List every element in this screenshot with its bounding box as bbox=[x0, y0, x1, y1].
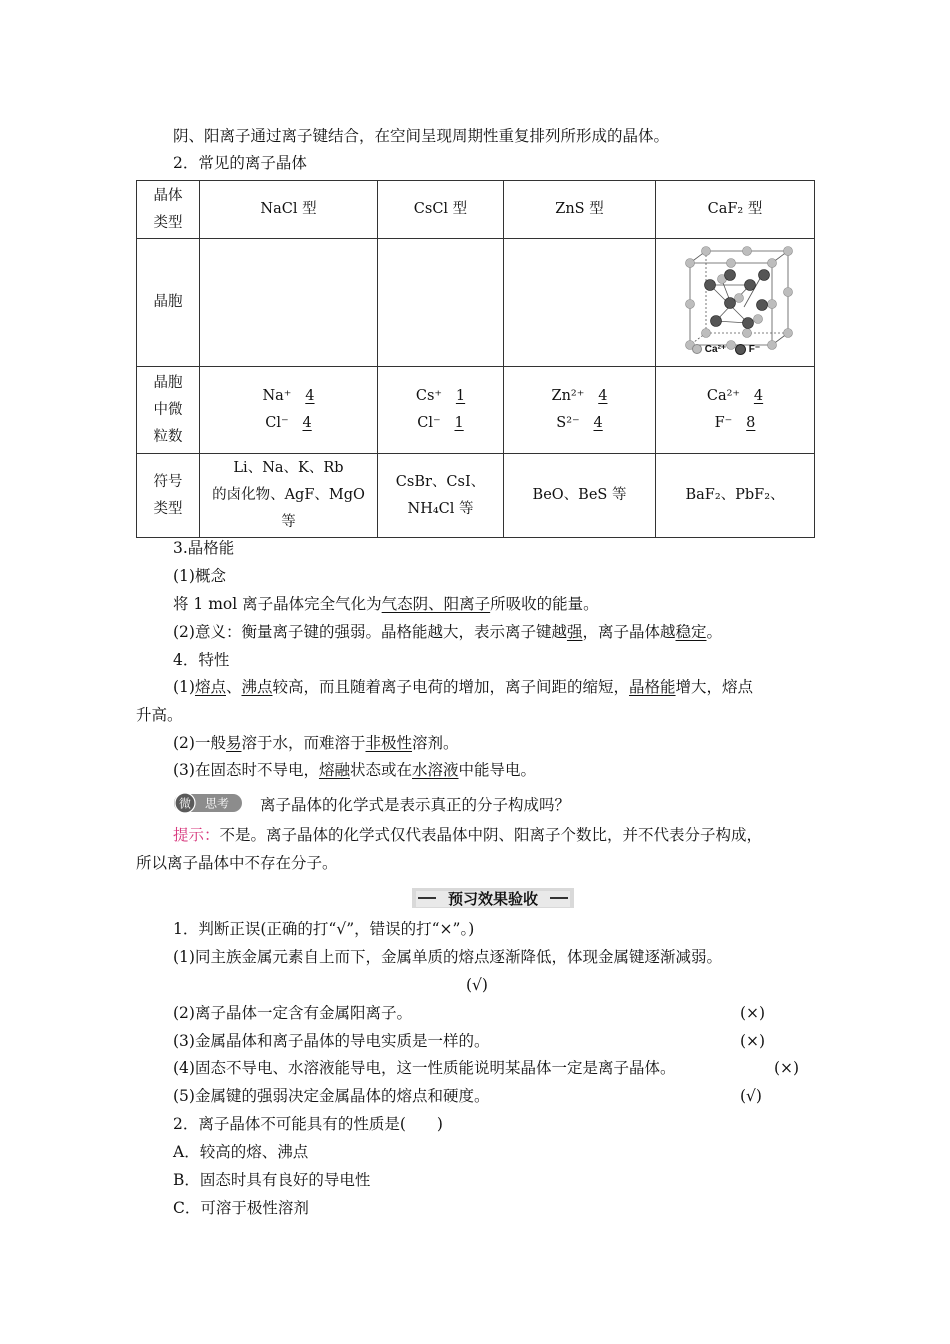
quiz-item-3-mark: (×) bbox=[740, 1032, 766, 1050]
caf2-examples: BaF₂、PbF₂、 bbox=[656, 454, 815, 538]
meaning-text: (2)意义：衡量离子键的强弱。晶格能越大，表示离子键越强，离子晶体越稳定。 bbox=[173, 623, 723, 641]
cscl-cell-image bbox=[378, 239, 504, 367]
section-title-banner bbox=[412, 884, 574, 912]
hint-line-2: 所以离子晶体中不存在分子。 bbox=[136, 854, 338, 872]
think-tag-icon bbox=[173, 792, 243, 814]
svg-text:预习效果验收: 预习效果验收 bbox=[447, 890, 539, 908]
row-symbol-type bbox=[137, 454, 815, 538]
row-particle-count bbox=[137, 367, 815, 454]
caf2-cell-image bbox=[656, 239, 815, 367]
quiz-q2: 2．离子晶体不可能具有的性质是( ) bbox=[173, 1115, 443, 1133]
quiz-item-4: (4)固态不导电、水溶液能导电，这一性质能说明某晶体一定是离子晶体。 bbox=[173, 1059, 676, 1077]
legend-ca-label: Ca²⁺ bbox=[704, 344, 727, 355]
col-nacl-name: NaCl 型 bbox=[200, 181, 378, 239]
prop-1-cont: 升高。 bbox=[136, 706, 183, 724]
think-question: 离子晶体的化学式是表示真正的分子构成吗？ bbox=[260, 796, 571, 814]
concept-label: (1)概念 bbox=[173, 567, 226, 585]
col-cscl-name: CsCl 型 bbox=[378, 181, 504, 239]
zns-examples: BeO、BeS 等 bbox=[504, 454, 656, 538]
prop-1: (1)熔点、沸点较高，而且随着离子电荷的增加，离子间距的缩短，晶格能增大，熔点 bbox=[173, 678, 754, 696]
quiz-item-3: (3)金属晶体和离子晶体的导电实质是一样的。 bbox=[173, 1032, 490, 1050]
svg-text:思考: 思考 bbox=[204, 796, 230, 811]
quiz-item-1: (1)同主族金属元素自上而下，金属单质的熔点逐渐降低，体现金属键逐渐减弱。 bbox=[173, 948, 722, 966]
quiz-item-5-mark: (√) bbox=[740, 1087, 762, 1105]
quiz-item-2: (2)离子晶体一定含有金属阳离子。 bbox=[173, 1004, 412, 1022]
quiz-item-2-mark: (×) bbox=[740, 1004, 766, 1022]
nacl-count: Na⁺ 4 Cl⁻ 4 bbox=[200, 367, 378, 454]
f-ion-icon bbox=[735, 344, 746, 355]
quiz-item-5: (5)金属键的强弱决定金属晶体的熔点和硬度。 bbox=[173, 1087, 490, 1105]
props-title: 4．特性 bbox=[173, 651, 230, 669]
quiz-option-b: B．固态时具有良好的导电性 bbox=[173, 1171, 371, 1189]
quiz-item-4-mark: (×) bbox=[774, 1059, 800, 1077]
col-zns-name: ZnS 型 bbox=[504, 181, 656, 239]
cscl-count: Cs⁺ 1 Cl⁻ 1 bbox=[378, 367, 504, 454]
lattice-title: 3.晶格能 bbox=[173, 539, 235, 557]
quiz-option-c: C．可溶于极性溶剂 bbox=[173, 1199, 309, 1217]
svg-text:微: 微 bbox=[178, 796, 192, 811]
zns-cell-image bbox=[504, 239, 656, 367]
row-label-type: 晶体 类型 bbox=[137, 181, 200, 239]
row-label-count: 晶胞 中微 粒数 bbox=[137, 367, 200, 454]
hint-label: 提示： bbox=[173, 826, 220, 844]
legend-f-label: F⁻ bbox=[748, 344, 761, 355]
quiz-item-1-mark: (√) bbox=[466, 976, 488, 994]
nacl-cell-image bbox=[200, 239, 378, 367]
ionic-crystal-table bbox=[136, 180, 815, 538]
caf2-legend bbox=[692, 344, 760, 356]
ca-ion-icon bbox=[692, 344, 702, 354]
concept-text: 将 1 mol 离子晶体完全气化为气态阴、阳离子所吸收的能量。 bbox=[173, 595, 599, 613]
row-label-cell: 晶胞 bbox=[137, 239, 200, 367]
caf2-count: Ca²⁺ 4 F⁻ 8 bbox=[656, 367, 815, 454]
row-label-symbol: 符号 类型 bbox=[137, 454, 200, 538]
quiz-option-a: A．较高的熔、沸点 bbox=[173, 1143, 309, 1161]
hint-line-1: 提示：不是。离子晶体的化学式仅代表晶体中阴、阳离子个数比，并不代表分子构成， bbox=[173, 826, 763, 844]
row-unit-cell bbox=[137, 239, 815, 367]
nacl-examples: Li、Na、K、Rb 的卤化物、AgF、MgO 等 bbox=[200, 454, 378, 538]
quiz-q1: 1．判断正误(正确的打“√”，错误的打“×”。) bbox=[173, 920, 475, 938]
zns-count: Zn²⁺ 4 S²⁻ 4 bbox=[504, 367, 656, 454]
row-crystal-type bbox=[137, 181, 815, 239]
prop-2: (2)一般易溶于水，而难溶于非极性溶剂。 bbox=[173, 734, 459, 752]
section2-title: 2．常见的离子晶体 bbox=[173, 154, 307, 172]
prop-3: (3)在固态时不导电，熔融状态或在水溶液中能导电。 bbox=[173, 761, 537, 779]
definition-line: 阴、阳离子通过离子键结合，在空间呈现周期性重复排列所形成的晶体。 bbox=[173, 127, 670, 145]
col-caf2-name: CaF₂ 型 bbox=[656, 181, 815, 239]
cscl-examples: CsBr、CsI、 NH₄Cl 等 bbox=[378, 454, 504, 538]
